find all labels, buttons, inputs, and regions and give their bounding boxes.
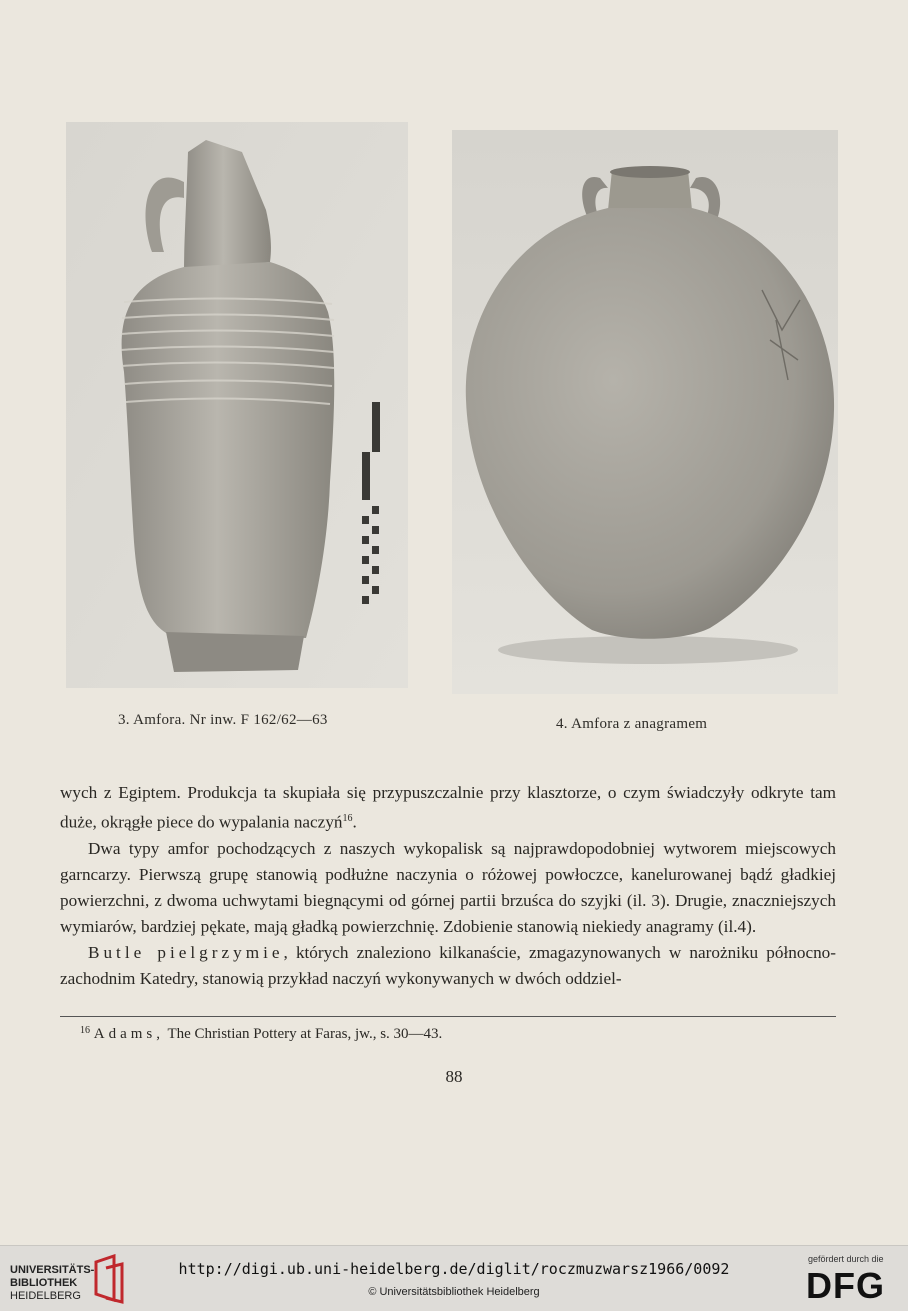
amphora-elongated-image xyxy=(66,122,408,688)
footnote-divider xyxy=(60,1016,836,1017)
footnote-ref: 16 xyxy=(342,813,353,824)
figure-3-photo xyxy=(66,122,408,688)
figure-4-caption: 4. Amfora z anagramem xyxy=(556,716,708,732)
paragraph-3: Butle pielgrzymie, których znaleziono kilkanaście, zmagazynowanych w narożniku północno-zachodnim Katedry, stanowią przykład naczyń wykonywanych w dwóch oddziel- xyxy=(60,942,836,988)
body-text xyxy=(60,780,836,992)
amphora-globular-image xyxy=(452,130,838,694)
copyright-text: © Universitätsbibliothek Heidelberg xyxy=(368,1286,540,1298)
dfg-logo[interactable]: DFG xyxy=(806,1265,885,1306)
page-number: 88 xyxy=(445,1067,463,1086)
paragraph-1: wych z Egiptem. Produkcja ta skupiała się przypuszczalnie przy klasztorze, o czym świadczyły odkryte tam duże, okrągłe piece do wypalania naczyń$^{16}$. xyxy=(60,783,836,832)
footnote-author: Adams, xyxy=(93,1026,164,1042)
viewer-footer xyxy=(0,1245,908,1311)
paragraph-2: Dwa typy amfor pochodzących z naszych wykopalisk są najprawdopodobniej wytworem miejscowych garncarzy. Pierwszą grupę stanowią podłużne naczynia o różowej powłoczce, kanelurowanej bądź gładkiej powierzchni, z dwoma uchwytami biegnącymi od górnej partii brzuśca do szyjki (il. 3). Drugie, znaczniejszych wymiarów, bardziej pękate, mają gładką powierzchnię. Zdobienie stanowią niekiedy anagramy (il.4). xyxy=(60,838,836,936)
footnote-text: The Christian Pottery at Faras, jw., s. 30—43. xyxy=(167,1026,443,1042)
figure-3-caption: 3. Amfora. Nr inw. F 162/62—63 xyxy=(118,712,328,728)
footnote xyxy=(80,1025,442,1043)
footnote-number: 16 xyxy=(80,1025,90,1036)
funder-note: gefördert durch die xyxy=(808,1254,884,1264)
spaced-term: Butle pielgrzymie xyxy=(88,942,284,962)
library-logo[interactable]: UNIVERSITÄTS- BIBLIOTHEK HEIDELBERG xyxy=(10,1264,95,1302)
permalink-url[interactable]: http://digi.ub.uni-heidelberg.de/diglit/roczmuzwarsz1966/0092 xyxy=(178,1260,730,1278)
figure-4-photo xyxy=(452,130,838,694)
